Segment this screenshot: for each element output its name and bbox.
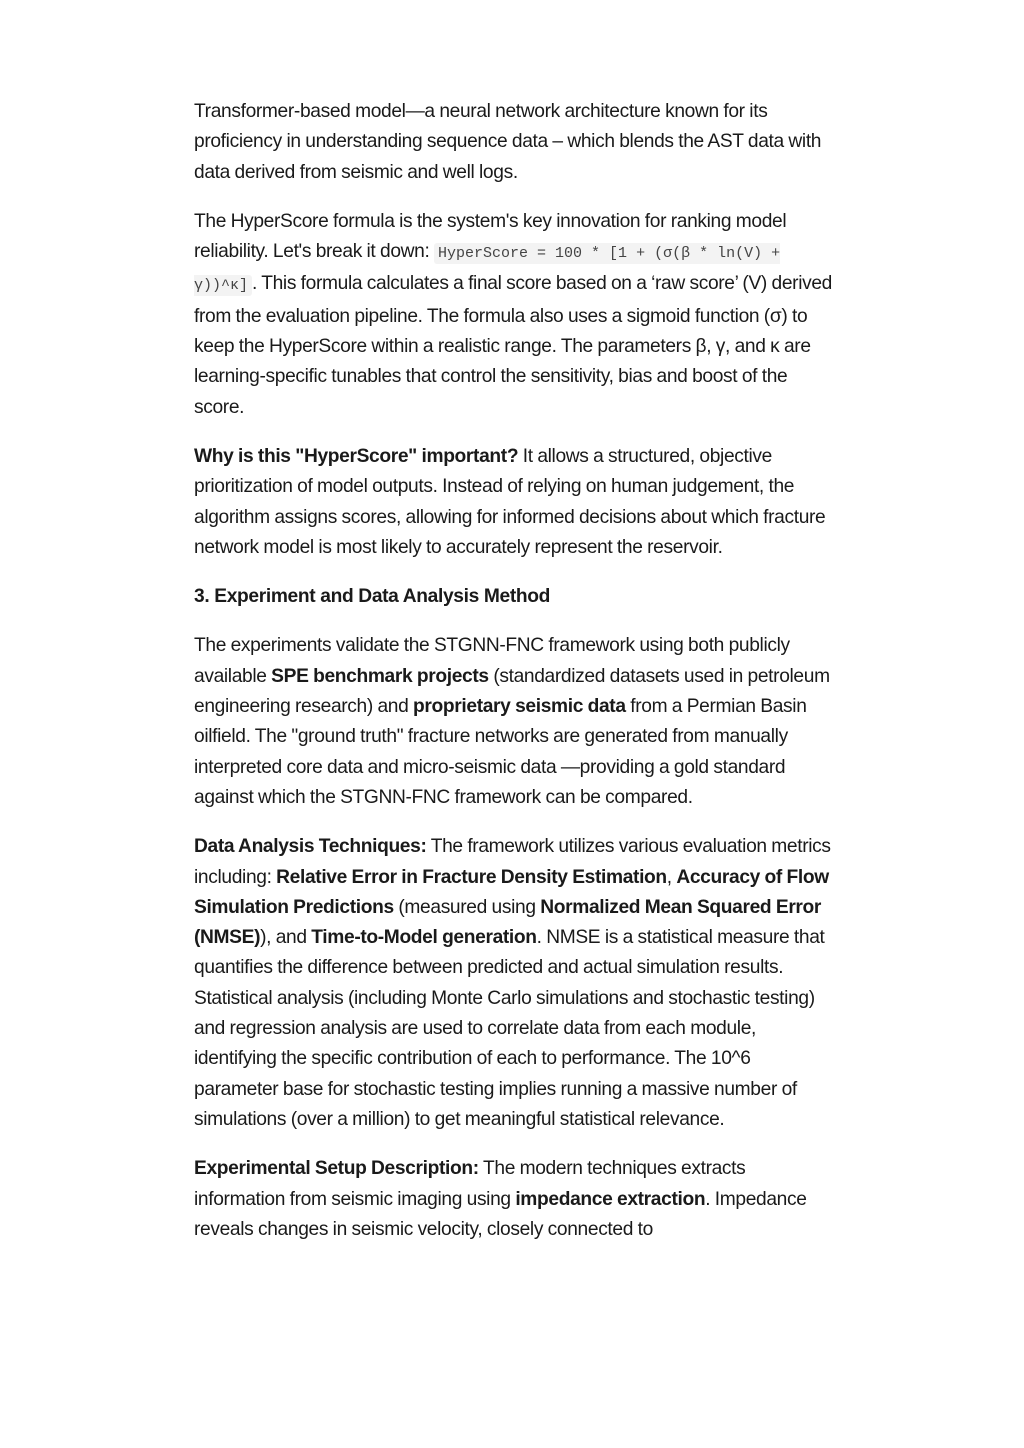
section-heading: 3. Experiment and Data Analysis Method — [194, 586, 550, 608]
bold-term: Accuracy of Flow Simulation Predictions — [194, 866, 829, 918]
paragraph-text: (measured using — [393, 896, 541, 918]
paragraph-text: from a Permian Basin oilfield. The "ground truth" fracture networks are generated from manually interpreted core data and micro-seismic data —providing a gold standard against which the STGNN-FNC framework can be compared. — [194, 696, 807, 808]
paragraph-hyperscore-formula — [194, 207, 834, 423]
paragraph-text: ), and — [260, 927, 312, 949]
bold-lead: Data Analysis Techniques: — [194, 836, 427, 858]
paragraph-text: The framework utilizes various evaluation metrics including: — [194, 836, 831, 888]
paragraph-hyperscore-importance — [194, 442, 834, 563]
bold-lead: Why is this "HyperScore" important? — [194, 445, 519, 467]
paragraph-text: . NMSE is a statistical measure that quantifies the difference between predicted and actual simulation results. Statistical analysis (including Monte Carlo simulations and stochastic testing) and regression analysis are used to correlate data from each module, identifying the specific contribution of each to performance. The 10^6 parameter base for stochastic testing implies running a massive number of simulations (over a million) to get meaningful statistical relevance. — [194, 927, 825, 1130]
paragraph-text: Transformer-based model—a neural network architecture known for its proficiency in understanding sequence data – which blends the AST data with data derived from seismic and well logs. — [194, 101, 822, 183]
paragraph-experimental-setup — [194, 1154, 834, 1245]
paragraph-transformer-model — [194, 97, 834, 188]
paragraph-experiments — [194, 631, 834, 813]
bold-lead: Experimental Setup Description: — [194, 1158, 479, 1180]
paragraph-text: , — [666, 866, 677, 888]
paragraph-text: The HyperScore formula is the system's key innovation for ranking model reliability. Let's break it down: — [194, 210, 787, 263]
paragraph-text: The experiments validate the STGNN-FNC framework using both publicly available — [194, 635, 790, 687]
bold-term: Time-to-Model generation — [311, 927, 537, 949]
paragraph-text: (standardized datasets used in petroleum engineering research) and — [194, 665, 830, 718]
hyperscore-formula-code: HyperScore = 100 * [1 + (σ(β * ln(V) + γ))^κ] — [194, 245, 781, 295]
paragraph-text: . This formula calculates a final score based on a ‘raw score’ (V) derived from the evaluation pipeline. The formula also uses a sigmoid function (σ) to keep the HyperScore within a realistic range. The parameters β, γ, and κ are learning-specific tunables that control the sensitivity, bias and boost of the score. — [194, 273, 832, 418]
paragraph-text: It allows a structured, objective prioritization of model outputs. Instead of relying on human judgement, the algorithm assigns scores, allowing for informed decisions about which fracture network model is most likely to accurately represent the reservoir. — [194, 445, 826, 558]
paragraph-data-analysis — [194, 832, 834, 1135]
document-page — [194, 97, 834, 1264]
bold-term: SPE benchmark projects — [271, 665, 489, 687]
bold-term: proprietary seismic data — [413, 696, 626, 718]
paragraph-text: . Impedance reveals changes in seismic velocity, closely connected to — [194, 1188, 807, 1240]
paragraph-text: The modern techniques extracts information from seismic imaging using — [194, 1158, 746, 1210]
bold-term: Relative Error in Fracture Density Estimation — [276, 866, 667, 888]
bold-term: impedance extraction — [515, 1188, 706, 1210]
bold-term: Normalized Mean Squared Error (NMSE) — [194, 896, 822, 949]
